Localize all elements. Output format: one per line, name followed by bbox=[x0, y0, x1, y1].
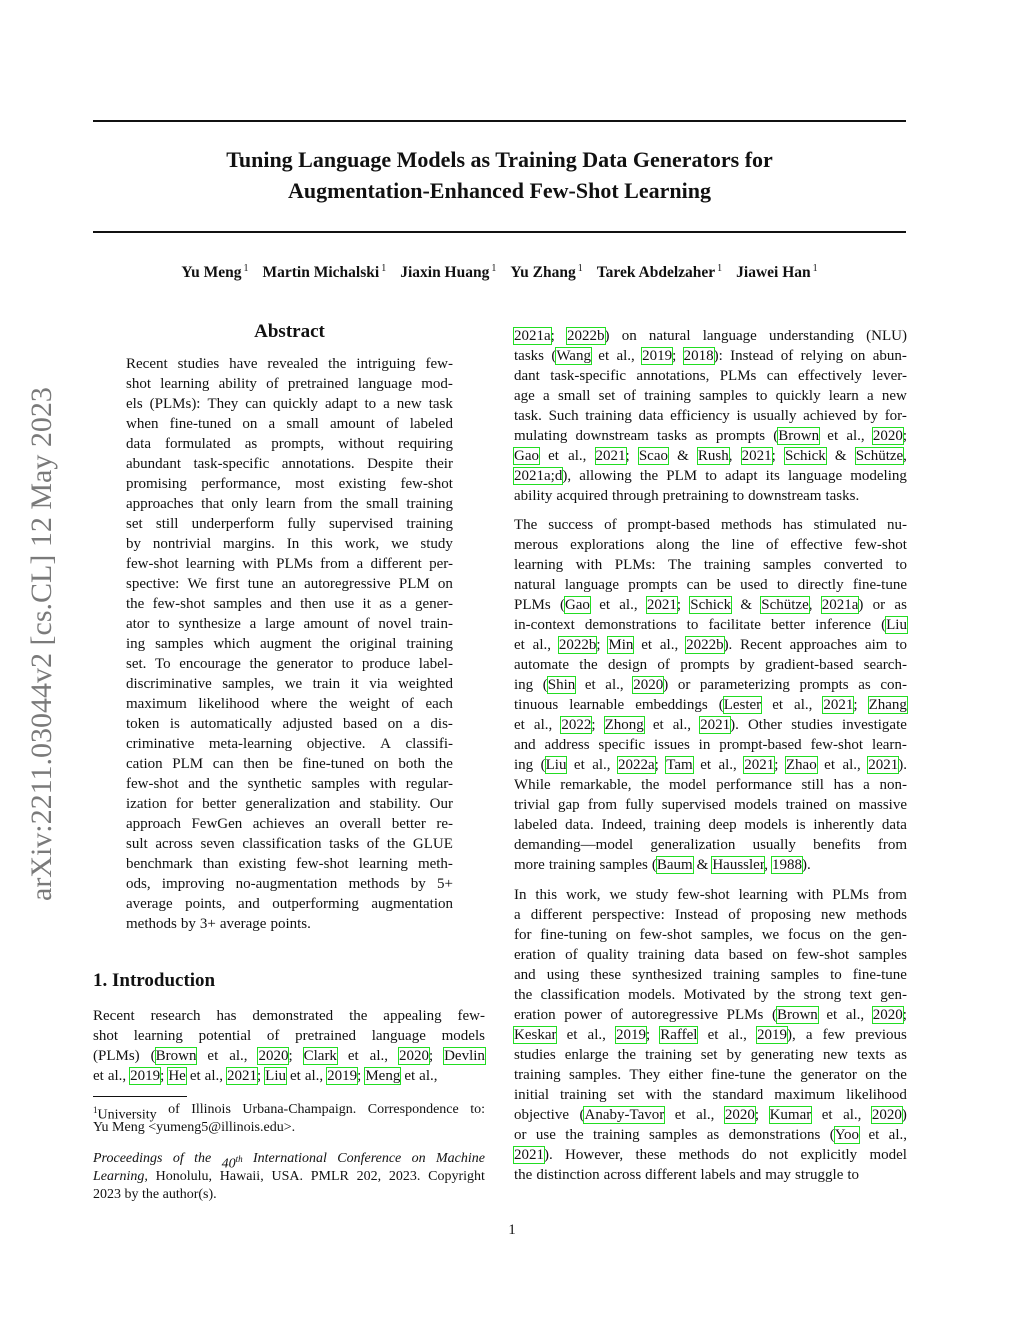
paper-title-line-2: Augmentation-Enhanced Few-Shot Learning bbox=[288, 178, 711, 203]
text-line: by nontrivial margins. In this work, we study bbox=[126, 536, 453, 552]
text-line: et al., 2019; He et al., 2021; Liu et al., 2019; Meng et al., bbox=[93, 1068, 438, 1084]
text-line: the distinction across different labels and may struggle to bbox=[514, 1167, 860, 1183]
text-line: token is automatically adjusted based on a dis- bbox=[126, 716, 453, 732]
text-line: et al., 2022b; Min et al., 2022b). Recent approaches aim to bbox=[514, 637, 907, 653]
text-line: spective: We first tune an autoregressive PLM on bbox=[126, 576, 453, 592]
author: Jiaxin Huang $^1$ bbox=[400, 263, 497, 282]
text-line: 2021a; 2022b) on natural language understanding (NLU) bbox=[514, 328, 907, 344]
text-line: for fine-tuning on few-shot samples, we focus on the gen- bbox=[514, 927, 907, 943]
text-line: 2021). However, these methods do not explicitly model bbox=[514, 1147, 907, 1163]
text-line: criminative meta-learning objective. A classifi- bbox=[126, 736, 453, 752]
text-line: in-context demonstrations to facilitate better inference (Liu bbox=[514, 617, 907, 633]
footnote-line: Yu Meng <yumeng5@illinois.edu>. bbox=[93, 1120, 296, 1135]
text-line: labeled data. Indeed, training deep models is inherently data bbox=[514, 817, 907, 833]
text-line: benchmark than existing few-shot learning meth- bbox=[126, 856, 453, 872]
text-line: automate the design of prompts by gradient-based search- bbox=[514, 657, 907, 673]
text-line: objective (Anaby-Tavor et al., 2020; Kumar et al., 2020) bbox=[514, 1107, 907, 1123]
text-line: average points, and outperforming augmentation bbox=[126, 896, 453, 912]
affiliation-footnote bbox=[93, 1101, 485, 1137]
text-line: Recent studies have revealed the intriguing few- bbox=[126, 356, 453, 372]
text-line: The success of prompt-based methods has stimulated nu- bbox=[514, 517, 907, 533]
title-rule-top bbox=[93, 120, 906, 122]
abstract-heading: Abstract bbox=[254, 321, 325, 342]
text-line: dant task-specific annotations, PLMs can effectively lever- bbox=[514, 368, 907, 384]
right-column-paragraph-2 bbox=[514, 515, 907, 875]
footnote-line: Learning, Honolulu, Hawaii, USA. PMLR 202, 2023. Copyright bbox=[93, 1169, 485, 1184]
text-line: abundant task-specific annotations. Despite their bbox=[126, 456, 453, 472]
page-number: 1 bbox=[508, 1222, 516, 1238]
text-line: a different perspective: Instead of proposing new methods bbox=[514, 907, 907, 923]
text-line: ing (Liu et al., 2022a; Tam et al., 2021; Zhao et al., 2021). bbox=[514, 757, 907, 773]
text-line: tasks (Wang et al., 2019; 2018): Instead of relying on abun- bbox=[514, 348, 907, 364]
footnote-line: 2023 by the author(s). bbox=[93, 1187, 217, 1202]
text-line: eration power of autoregressive PLMs (Brown et al., 2020; bbox=[514, 1007, 907, 1023]
arxiv-identifier: arXiv:2211.03044v2 [cs.CL] 12 May 2023 bbox=[25, 387, 58, 902]
author: Yu Meng $^1$ bbox=[181, 263, 249, 282]
text-line: training samples. They either fine-tune the generator on the bbox=[514, 1067, 907, 1083]
text-line: more training samples (Baum & Haussler, 1988). bbox=[514, 857, 811, 873]
author: Jiawei Han $^1$ bbox=[736, 263, 818, 282]
right-column-paragraph-1 bbox=[514, 326, 907, 506]
text-line: few-shot and the synthetic samples with regular- bbox=[126, 776, 453, 792]
text-line: learning with PLMs: The training samples converted to bbox=[514, 557, 907, 573]
text-line: shot learning potential of pretrained language models bbox=[93, 1028, 485, 1044]
text-line: age a small set of training samples to quickly learn a new bbox=[514, 388, 907, 404]
footnote-line: Proceedings of the 40th International Conference on Machine bbox=[93, 1151, 485, 1172]
text-line: set. To encourage the generator to produce label- bbox=[126, 656, 453, 672]
text-line: 2021a;d), allowing the PLM to adapt its language modeling bbox=[514, 468, 907, 484]
text-line: Recent research has demonstrated the appealing few- bbox=[93, 1008, 485, 1024]
text-line: Keskar et al., 2019; Raffel et al., 2019), a few previous bbox=[514, 1027, 907, 1043]
text-line: or use the training samples as demonstrations (Yoo et al., bbox=[514, 1127, 907, 1143]
text-line: shot learning ability of pretrained language mod- bbox=[126, 376, 453, 392]
text-line: initial training set with the standard maximum likelihood bbox=[514, 1087, 907, 1103]
text-line: when fine-tuned on a small amount of labeled bbox=[126, 416, 453, 432]
text-line: ator to synthesize a large amount of novel train- bbox=[126, 616, 453, 632]
text-line: approach FewGen achieves an overall better re- bbox=[126, 816, 453, 832]
text-line: eration of quality training data based on few-shot samples bbox=[514, 947, 907, 963]
right-column-paragraph-3 bbox=[514, 885, 907, 1185]
text-line: the classification models. Motivated by the strong text gen- bbox=[514, 987, 907, 1003]
text-line: the few-shot samples and then use it as a gener- bbox=[126, 596, 453, 612]
text-line: and address specific issues in prompt-based few-shot learn- bbox=[514, 737, 907, 753]
text-line: ability acquired through pretraining to downstream tasks. bbox=[514, 488, 860, 504]
text-line: task. Such training data efficiency is usually achieved by for- bbox=[514, 408, 907, 424]
text-line: ing samples which augment the original training bbox=[126, 636, 453, 652]
text-line: approaches that only learn from the small training bbox=[126, 496, 453, 512]
text-line: cation PLM can then be fine-tuned on both the bbox=[126, 756, 453, 772]
author: Yu Zhang $^1$ bbox=[510, 263, 583, 282]
text-line: ization for better generalization and stability. Our bbox=[126, 796, 453, 812]
introduction-body bbox=[93, 1006, 485, 1086]
text-line: few-shot learning with PLMs from a different per- bbox=[126, 556, 453, 572]
paper-title-line-1: Tuning Language Models as Training Data Generators for bbox=[226, 147, 773, 172]
author: Martin Michalski $^1$ bbox=[262, 263, 387, 282]
text-line: merous explorations along the line of effective few-shot bbox=[514, 537, 907, 553]
text-line: set still underperform fully supervised training bbox=[126, 516, 453, 532]
title-rule-bottom bbox=[93, 231, 906, 233]
text-line: In this work, we study few-shot learning with PLMs from bbox=[514, 887, 907, 903]
text-line: tinuous learnable embeddings (Lester et al., 2021; Zhang bbox=[514, 697, 907, 713]
footnote-line: $^1$University of Illinois Urbana-Champaign. Correspondence to: bbox=[93, 1102, 485, 1123]
footnote-rule bbox=[93, 1096, 187, 1097]
text-line: (PLMs) (Brown et al., 2020; Clark et al., 2020; Devlin bbox=[93, 1048, 485, 1064]
author-list bbox=[93, 263, 906, 282]
text-line: discriminative samples, we train it via weighted bbox=[126, 676, 453, 692]
abstract-body bbox=[126, 354, 453, 934]
text-line: maximum likelihood where the weight of each bbox=[126, 696, 453, 712]
text-line: studies enlarge the training set by generating new texts as bbox=[514, 1047, 907, 1063]
text-line: els (PLMs): They can quickly adapt to a new task bbox=[126, 396, 453, 412]
text-line: Gao et al., 2021; Scao & Rush, 2021; Schick & Schütze, bbox=[514, 448, 907, 464]
text-line: et al., 2022; Zhong et al., 2021). Other studies investigate bbox=[514, 717, 907, 733]
text-line: trivial gap from fully supervised models trained on massive bbox=[514, 797, 907, 813]
text-line: ods, improving no-augmentation methods by 5+ bbox=[126, 876, 453, 892]
text-line: data formulated as prompts, without requiring bbox=[126, 436, 453, 452]
text-line: PLMs (Gao et al., 2021; Schick & Schütze, 2021a) or as bbox=[514, 597, 907, 613]
proceedings-footnote bbox=[93, 1150, 485, 1204]
introduction-heading: 1. Introduction bbox=[93, 970, 216, 991]
author: Tarek Abdelzaher $^1$ bbox=[596, 263, 723, 282]
text-line: ing (Shin et al., 2020) or parameterizing prompts as con- bbox=[514, 677, 907, 693]
text-line: and using these synthesized training samples to fine-tune bbox=[514, 967, 907, 983]
text-line: sult across seven classification tasks of the GLUE bbox=[126, 836, 453, 852]
text-line: While remarkable, the model performance still has a non- bbox=[514, 777, 907, 793]
text-line: methods by 3+ average points. bbox=[126, 916, 311, 932]
text-line: promising performance, most existing few-shot bbox=[126, 476, 453, 492]
text-line: mulating downstream tasks as prompts (Brown et al., 2020; bbox=[514, 428, 907, 444]
text-line: natural language prompts can be used to directly fine-tune bbox=[514, 577, 907, 593]
text-line: demanding—model generalization usually benefits from bbox=[514, 837, 907, 853]
